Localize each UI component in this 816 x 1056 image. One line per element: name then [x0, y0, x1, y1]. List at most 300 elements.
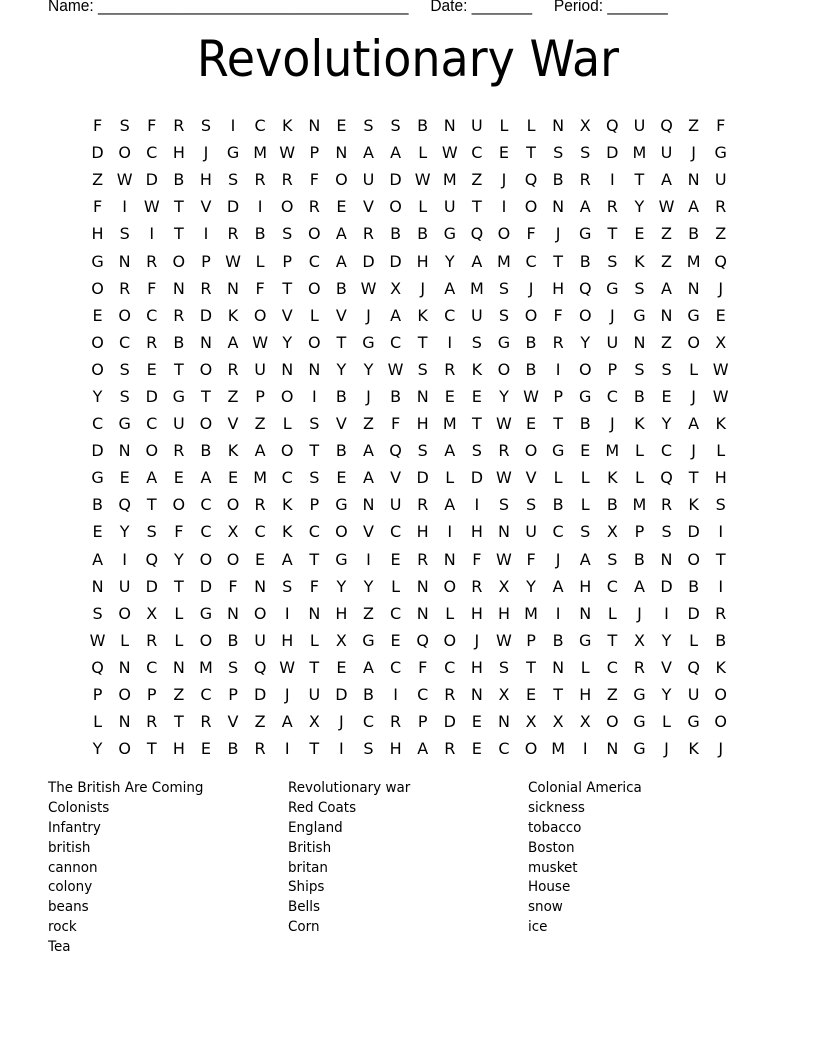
- grid-letter[interactable]: K: [227, 441, 239, 461]
- grid-letter[interactable]: Z: [254, 712, 266, 732]
- grid-letter[interactable]: Z: [363, 414, 374, 434]
- grid-letter[interactable]: G: [118, 414, 131, 434]
- grid-letter[interactable]: B: [173, 332, 185, 352]
- grid-letter[interactable]: E: [525, 414, 537, 434]
- grid-letter[interactable]: U: [471, 305, 483, 325]
- grid-letter[interactable]: G: [579, 224, 592, 244]
- grid-letter[interactable]: E: [498, 143, 509, 163]
- grid-letter[interactable]: I: [149, 224, 155, 244]
- grid-letter[interactable]: J: [420, 278, 426, 298]
- grid-letter[interactable]: Q: [578, 278, 592, 298]
- grid-letter[interactable]: R: [579, 170, 591, 190]
- grid-letter[interactable]: C: [552, 522, 564, 542]
- grid-letter[interactable]: S: [282, 224, 293, 244]
- grid-letter[interactable]: L: [662, 712, 671, 732]
- grid-letter[interactable]: N: [91, 576, 104, 596]
- grid-letter[interactable]: Y: [580, 332, 591, 352]
- grid-letter[interactable]: W: [116, 170, 133, 190]
- grid-letter[interactable]: N: [227, 603, 239, 623]
- grid-letter[interactable]: C: [119, 332, 131, 352]
- grid-letter[interactable]: S: [715, 495, 726, 515]
- grid-letter[interactable]: T: [173, 197, 184, 217]
- grid-letter[interactable]: M: [442, 414, 457, 434]
- grid-letter[interactable]: Y: [119, 522, 130, 542]
- grid-letter[interactable]: Y: [661, 685, 672, 705]
- grid-letter[interactable]: S: [634, 359, 645, 379]
- grid-letter[interactable]: H: [470, 603, 483, 623]
- grid-letter[interactable]: Q: [253, 657, 267, 677]
- grid-letter[interactable]: B: [92, 495, 104, 515]
- grid-letter[interactable]: I: [366, 549, 371, 569]
- grid-letter[interactable]: T: [417, 332, 428, 352]
- grid-letter[interactable]: W: [143, 197, 160, 217]
- grid-letter[interactable]: U: [362, 170, 375, 190]
- grid-letter[interactable]: T: [688, 468, 699, 488]
- grid-letter[interactable]: T: [309, 441, 320, 461]
- grid-letter[interactable]: T: [634, 170, 645, 190]
- grid-letter[interactable]: G: [199, 603, 213, 623]
- grid-letter[interactable]: H: [281, 630, 294, 650]
- grid-letter[interactable]: Z: [606, 685, 618, 705]
- grid-letter[interactable]: N: [118, 657, 131, 677]
- grid-letter[interactable]: J: [366, 305, 371, 325]
- grid-letter[interactable]: C: [389, 332, 402, 352]
- grid-letter[interactable]: A: [661, 278, 672, 298]
- grid-letter[interactable]: T: [336, 332, 347, 352]
- grid-letter[interactable]: D: [91, 441, 104, 461]
- grid-letter[interactable]: M: [497, 251, 511, 271]
- grid-letter[interactable]: B: [552, 630, 564, 650]
- grid-letter[interactable]: Q: [660, 116, 673, 136]
- grid-letter[interactable]: T: [173, 576, 184, 596]
- grid-letter[interactable]: I: [284, 603, 290, 623]
- grid-letter[interactable]: C: [362, 712, 375, 732]
- grid-letter[interactable]: C: [308, 251, 320, 271]
- grid-letter[interactable]: U: [254, 630, 266, 650]
- grid-letter[interactable]: O: [199, 630, 213, 650]
- grid-letter[interactable]: J: [664, 739, 669, 759]
- grid-letter[interactable]: L: [309, 305, 319, 325]
- grid-letter[interactable]: B: [335, 386, 347, 406]
- grid-letter[interactable]: L: [580, 657, 590, 677]
- grid-letter[interactable]: H: [416, 414, 429, 434]
- grid-letter[interactable]: S: [471, 441, 482, 461]
- grid-letter[interactable]: N: [579, 603, 592, 623]
- grid-letter[interactable]: K: [634, 251, 645, 271]
- grid-letter[interactable]: C: [444, 305, 456, 325]
- grid-letter[interactable]: R: [146, 332, 158, 352]
- grid-letter[interactable]: G: [443, 224, 456, 244]
- grid-letter[interactable]: A: [92, 549, 104, 569]
- grid-letter[interactable]: R: [254, 170, 266, 190]
- grid-letter[interactable]: P: [309, 143, 320, 163]
- grid-letter[interactable]: R: [715, 197, 727, 217]
- grid-letter[interactable]: N: [335, 143, 348, 163]
- grid-letter[interactable]: T: [173, 712, 184, 732]
- grid-letter[interactable]: R: [444, 685, 456, 705]
- grid-letter[interactable]: O: [578, 305, 592, 325]
- grid-letter[interactable]: F: [418, 657, 428, 677]
- grid-letter[interactable]: R: [552, 332, 564, 352]
- grid-letter[interactable]: R: [606, 197, 618, 217]
- grid-letter[interactable]: A: [335, 251, 347, 271]
- grid-letter[interactable]: I: [339, 739, 344, 759]
- grid-letter[interactable]: B: [254, 224, 266, 244]
- grid-letter[interactable]: T: [553, 414, 564, 434]
- grid-letter[interactable]: B: [390, 224, 402, 244]
- grid-letter[interactable]: V: [335, 305, 347, 325]
- grid-letter[interactable]: D: [687, 522, 700, 542]
- grid-letter[interactable]: T: [173, 359, 184, 379]
- grid-letter[interactable]: X: [146, 603, 158, 623]
- grid-letter[interactable]: B: [200, 441, 212, 461]
- name-blank[interactable]: ____________________________________: [98, 0, 409, 15]
- grid-letter[interactable]: S: [498, 305, 510, 325]
- grid-letter[interactable]: T: [607, 224, 618, 244]
- grid-letter[interactable]: G: [633, 739, 646, 759]
- grid-letter[interactable]: S: [471, 332, 482, 352]
- grid-letter[interactable]: V: [281, 305, 293, 325]
- grid-letter[interactable]: U: [687, 685, 700, 705]
- grid-letter[interactable]: N: [227, 278, 239, 298]
- grid-letter[interactable]: R: [227, 224, 239, 244]
- grid-letter[interactable]: O: [524, 197, 538, 217]
- grid-letter[interactable]: T: [309, 657, 320, 677]
- grid-letter[interactable]: J: [555, 549, 561, 569]
- grid-letter[interactable]: Q: [524, 170, 538, 190]
- grid-letter[interactable]: C: [281, 468, 293, 488]
- grid-letter[interactable]: X: [498, 685, 510, 705]
- grid-letter[interactable]: A: [363, 468, 374, 488]
- grid-letter[interactable]: W: [712, 359, 729, 379]
- grid-letter[interactable]: I: [474, 495, 480, 515]
- grid-letter[interactable]: T: [282, 278, 293, 298]
- grid-letter[interactable]: G: [362, 630, 375, 650]
- grid-letter[interactable]: N: [470, 685, 483, 705]
- grid-letter[interactable]: D: [199, 305, 213, 325]
- grid-letter[interactable]: M: [686, 251, 701, 271]
- grid-letter[interactable]: B: [227, 630, 239, 650]
- grid-letter[interactable]: J: [203, 143, 209, 163]
- grid-letter[interactable]: A: [661, 170, 672, 190]
- grid-letter[interactable]: W: [523, 386, 539, 406]
- grid-letter[interactable]: D: [226, 197, 240, 217]
- grid-letter[interactable]: C: [91, 414, 104, 434]
- grid-letter[interactable]: N: [497, 522, 510, 542]
- grid-letter[interactable]: F: [92, 197, 103, 217]
- grid-letter[interactable]: Z: [715, 224, 727, 244]
- grid-letter[interactable]: S: [580, 143, 591, 163]
- grid-letter[interactable]: N: [416, 386, 429, 406]
- grid-letter[interactable]: D: [687, 603, 700, 623]
- grid-letter[interactable]: E: [173, 468, 184, 488]
- grid-letter[interactable]: W: [387, 359, 404, 379]
- grid-letter[interactable]: T: [146, 495, 157, 515]
- grid-letter[interactable]: K: [281, 116, 293, 136]
- grid-letter[interactable]: X: [390, 278, 402, 298]
- grid-letter[interactable]: R: [119, 278, 131, 298]
- grid-letter[interactable]: C: [254, 522, 266, 542]
- grid-letter[interactable]: S: [146, 522, 157, 542]
- grid-letter[interactable]: S: [282, 576, 293, 596]
- grid-letter[interactable]: N: [308, 116, 321, 136]
- grid-letter[interactable]: O: [172, 251, 186, 271]
- grid-letter[interactable]: Z: [173, 685, 185, 705]
- grid-letter[interactable]: T: [309, 739, 320, 759]
- grid-letter[interactable]: F: [255, 278, 265, 298]
- grid-letter[interactable]: N: [416, 603, 429, 623]
- grid-letter[interactable]: D: [362, 251, 375, 271]
- grid-letter[interactable]: R: [227, 359, 239, 379]
- grid-letter[interactable]: E: [255, 549, 266, 569]
- grid-letter[interactable]: Y: [526, 576, 536, 596]
- grid-letter[interactable]: E: [715, 305, 726, 325]
- grid-letter[interactable]: R: [444, 739, 456, 759]
- grid-letter[interactable]: A: [688, 414, 700, 434]
- grid-letter[interactable]: R: [200, 712, 212, 732]
- grid-letter[interactable]: E: [146, 359, 157, 379]
- grid-letter[interactable]: Y: [282, 332, 293, 352]
- grid-letter[interactable]: R: [362, 224, 375, 244]
- grid-letter[interactable]: K: [688, 495, 699, 515]
- grid-letter[interactable]: J: [718, 739, 724, 759]
- grid-letter[interactable]: L: [499, 116, 509, 136]
- grid-letter[interactable]: O: [497, 359, 511, 379]
- grid-letter[interactable]: O: [687, 549, 700, 569]
- grid-letter[interactable]: H: [579, 576, 592, 596]
- grid-letter[interactable]: W: [252, 332, 269, 352]
- grid-letter[interactable]: L: [634, 441, 644, 461]
- grid-letter[interactable]: N: [660, 549, 673, 569]
- grid-letter[interactable]: A: [579, 549, 591, 569]
- grid-letter[interactable]: V: [227, 414, 239, 434]
- grid-letter[interactable]: O: [443, 576, 457, 596]
- grid-letter[interactable]: O: [524, 739, 538, 759]
- grid-letter[interactable]: J: [555, 224, 561, 244]
- grid-letter[interactable]: S: [119, 224, 130, 244]
- grid-letter[interactable]: Q: [91, 657, 104, 677]
- grid-letter[interactable]: C: [200, 685, 212, 705]
- grid-letter[interactable]: O: [308, 224, 321, 244]
- grid-letter[interactable]: U: [443, 197, 456, 217]
- grid-letter[interactable]: X: [606, 522, 618, 542]
- grid-letter[interactable]: I: [555, 359, 561, 379]
- grid-letter[interactable]: S: [227, 657, 239, 677]
- grid-letter[interactable]: G: [606, 278, 619, 298]
- grid-letter[interactable]: Z: [688, 116, 700, 136]
- grid-letter[interactable]: P: [92, 685, 103, 705]
- grid-letter[interactable]: P: [228, 685, 238, 705]
- grid-letter[interactable]: I: [447, 332, 453, 352]
- grid-letter[interactable]: T: [201, 386, 211, 406]
- grid-letter[interactable]: H: [335, 603, 348, 623]
- grid-letter[interactable]: G: [335, 549, 348, 569]
- grid-letter[interactable]: A: [471, 251, 483, 271]
- grid-letter[interactable]: N: [118, 712, 131, 732]
- grid-letter[interactable]: B: [552, 170, 564, 190]
- grid-letter[interactable]: W: [712, 386, 729, 406]
- grid-letter[interactable]: A: [363, 657, 374, 677]
- grid-letter[interactable]: A: [254, 441, 266, 461]
- grid-letter[interactable]: B: [417, 116, 429, 136]
- grid-letter[interactable]: B: [579, 414, 591, 434]
- grid-letter[interactable]: F: [526, 224, 536, 244]
- grid-letter[interactable]: Z: [661, 332, 672, 352]
- grid-letter[interactable]: F: [147, 116, 157, 136]
- grid-letter[interactable]: Q: [470, 224, 484, 244]
- grid-letter[interactable]: E: [336, 116, 347, 136]
- grid-letter[interactable]: J: [501, 170, 507, 190]
- grid-letter[interactable]: G: [633, 685, 646, 705]
- grid-letter[interactable]: O: [443, 630, 457, 650]
- grid-letter[interactable]: R: [633, 657, 645, 677]
- grid-letter[interactable]: E: [580, 441, 591, 461]
- grid-letter[interactable]: K: [715, 657, 726, 677]
- grid-letter[interactable]: O: [714, 685, 727, 705]
- grid-letter[interactable]: P: [553, 386, 563, 406]
- grid-letter[interactable]: U: [308, 685, 321, 705]
- grid-letter[interactable]: T: [146, 739, 157, 759]
- grid-letter[interactable]: C: [525, 251, 537, 271]
- grid-letter[interactable]: P: [417, 712, 428, 732]
- grid-letter[interactable]: O: [199, 359, 213, 379]
- grid-letter[interactable]: D: [389, 251, 402, 271]
- grid-letter[interactable]: S: [390, 116, 401, 136]
- grid-letter[interactable]: U: [525, 522, 537, 542]
- grid-letter[interactable]: J: [366, 386, 371, 406]
- grid-letter[interactable]: P: [309, 495, 320, 515]
- grid-letter[interactable]: B: [579, 251, 591, 271]
- grid-letter[interactable]: G: [551, 441, 565, 461]
- grid-letter[interactable]: T: [309, 549, 320, 569]
- grid-letter[interactable]: C: [471, 143, 483, 163]
- grid-letter[interactable]: Y: [336, 359, 347, 379]
- grid-letter[interactable]: B: [335, 441, 347, 461]
- grid-letter[interactable]: W: [496, 414, 512, 434]
- grid-letter[interactable]: B: [525, 359, 537, 379]
- grid-letter[interactable]: H: [497, 603, 510, 623]
- grid-letter[interactable]: G: [579, 386, 592, 406]
- grid-letter[interactable]: Y: [499, 386, 509, 406]
- grid-letter[interactable]: C: [389, 657, 402, 677]
- grid-letter[interactable]: O: [308, 332, 321, 352]
- grid-letter[interactable]: E: [661, 386, 672, 406]
- grid-letter[interactable]: V: [200, 197, 212, 217]
- grid-letter[interactable]: I: [393, 685, 398, 705]
- grid-letter[interactable]: R: [471, 576, 483, 596]
- grid-letter[interactable]: H: [470, 657, 483, 677]
- grid-letter[interactable]: I: [230, 116, 236, 136]
- grid-letter[interactable]: X: [308, 712, 320, 732]
- grid-letter[interactable]: V: [661, 657, 672, 677]
- grid-letter[interactable]: P: [282, 251, 293, 271]
- grid-letter[interactable]: E: [471, 386, 482, 406]
- grid-letter[interactable]: A: [444, 495, 456, 515]
- grid-letter[interactable]: M: [551, 739, 566, 759]
- grid-letter[interactable]: Z: [92, 170, 104, 190]
- grid-letter[interactable]: L: [716, 441, 726, 461]
- grid-letter[interactable]: P: [255, 386, 265, 406]
- grid-letter[interactable]: Y: [634, 197, 645, 217]
- grid-letter[interactable]: N: [254, 576, 267, 596]
- grid-letter[interactable]: N: [660, 305, 673, 325]
- grid-letter[interactable]: A: [390, 143, 402, 163]
- grid-letter[interactable]: O: [335, 170, 348, 190]
- grid-letter[interactable]: N: [308, 603, 321, 623]
- grid-letter[interactable]: H: [714, 468, 727, 488]
- grid-letter[interactable]: Y: [661, 630, 672, 650]
- grid-letter[interactable]: B: [633, 549, 645, 569]
- grid-letter[interactable]: I: [203, 224, 209, 244]
- grid-letter[interactable]: O: [578, 359, 592, 379]
- grid-letter[interactable]: O: [524, 441, 538, 461]
- grid-letter[interactable]: U: [606, 332, 619, 352]
- grid-letter[interactable]: F: [309, 170, 319, 190]
- grid-letter[interactable]: I: [555, 603, 561, 623]
- grid-letter[interactable]: P: [146, 685, 157, 705]
- grid-letter[interactable]: Y: [444, 251, 455, 271]
- grid-letter[interactable]: T: [471, 197, 482, 217]
- grid-letter[interactable]: R: [200, 278, 212, 298]
- grid-letter[interactable]: I: [664, 603, 669, 623]
- grid-letter[interactable]: Z: [471, 170, 483, 190]
- grid-letter[interactable]: V: [227, 712, 239, 732]
- grid-letter[interactable]: C: [606, 386, 618, 406]
- grid-letter[interactable]: E: [336, 197, 347, 217]
- grid-letter[interactable]: X: [579, 116, 591, 136]
- grid-letter[interactable]: P: [634, 522, 645, 542]
- grid-letter[interactable]: Z: [661, 224, 672, 244]
- grid-letter[interactable]: O: [118, 143, 131, 163]
- grid-letter[interactable]: S: [498, 278, 510, 298]
- grid-letter[interactable]: W: [279, 143, 296, 163]
- grid-letter[interactable]: I: [501, 197, 507, 217]
- grid-letter[interactable]: A: [146, 468, 158, 488]
- grid-letter[interactable]: S: [607, 251, 618, 271]
- grid-letter[interactable]: G: [579, 630, 592, 650]
- grid-letter[interactable]: C: [146, 414, 158, 434]
- grid-letter[interactable]: I: [284, 739, 290, 759]
- grid-letter[interactable]: A: [200, 468, 212, 488]
- grid-letter[interactable]: D: [660, 576, 673, 596]
- grid-letter[interactable]: E: [200, 739, 211, 759]
- grid-letter[interactable]: O: [118, 685, 131, 705]
- grid-letter[interactable]: T: [715, 549, 726, 569]
- grid-letter[interactable]: Q: [660, 468, 673, 488]
- grid-letter[interactable]: Q: [687, 657, 700, 677]
- grid-letter[interactable]: Q: [118, 495, 131, 515]
- grid-letter[interactable]: W: [441, 143, 458, 163]
- grid-letter[interactable]: L: [689, 359, 699, 379]
- grid-letter[interactable]: Y: [363, 576, 374, 596]
- grid-letter[interactable]: E: [92, 522, 103, 542]
- grid-letter[interactable]: W: [225, 251, 241, 271]
- grid-letter[interactable]: O: [280, 386, 294, 406]
- grid-letter[interactable]: B: [688, 576, 700, 596]
- grid-letter[interactable]: H: [172, 739, 185, 759]
- grid-letter[interactable]: S: [363, 739, 374, 759]
- grid-letter[interactable]: N: [633, 332, 646, 352]
- grid-letter[interactable]: E: [471, 739, 482, 759]
- grid-letter[interactable]: L: [553, 468, 563, 488]
- grid-letter[interactable]: D: [145, 386, 158, 406]
- grid-letter[interactable]: A: [363, 441, 374, 461]
- grid-letter[interactable]: M: [199, 657, 213, 677]
- grid-letter[interactable]: C: [146, 143, 158, 163]
- grid-letter[interactable]: U: [118, 576, 131, 596]
- grid-letter[interactable]: B: [525, 332, 537, 352]
- grid-letter[interactable]: S: [661, 522, 672, 542]
